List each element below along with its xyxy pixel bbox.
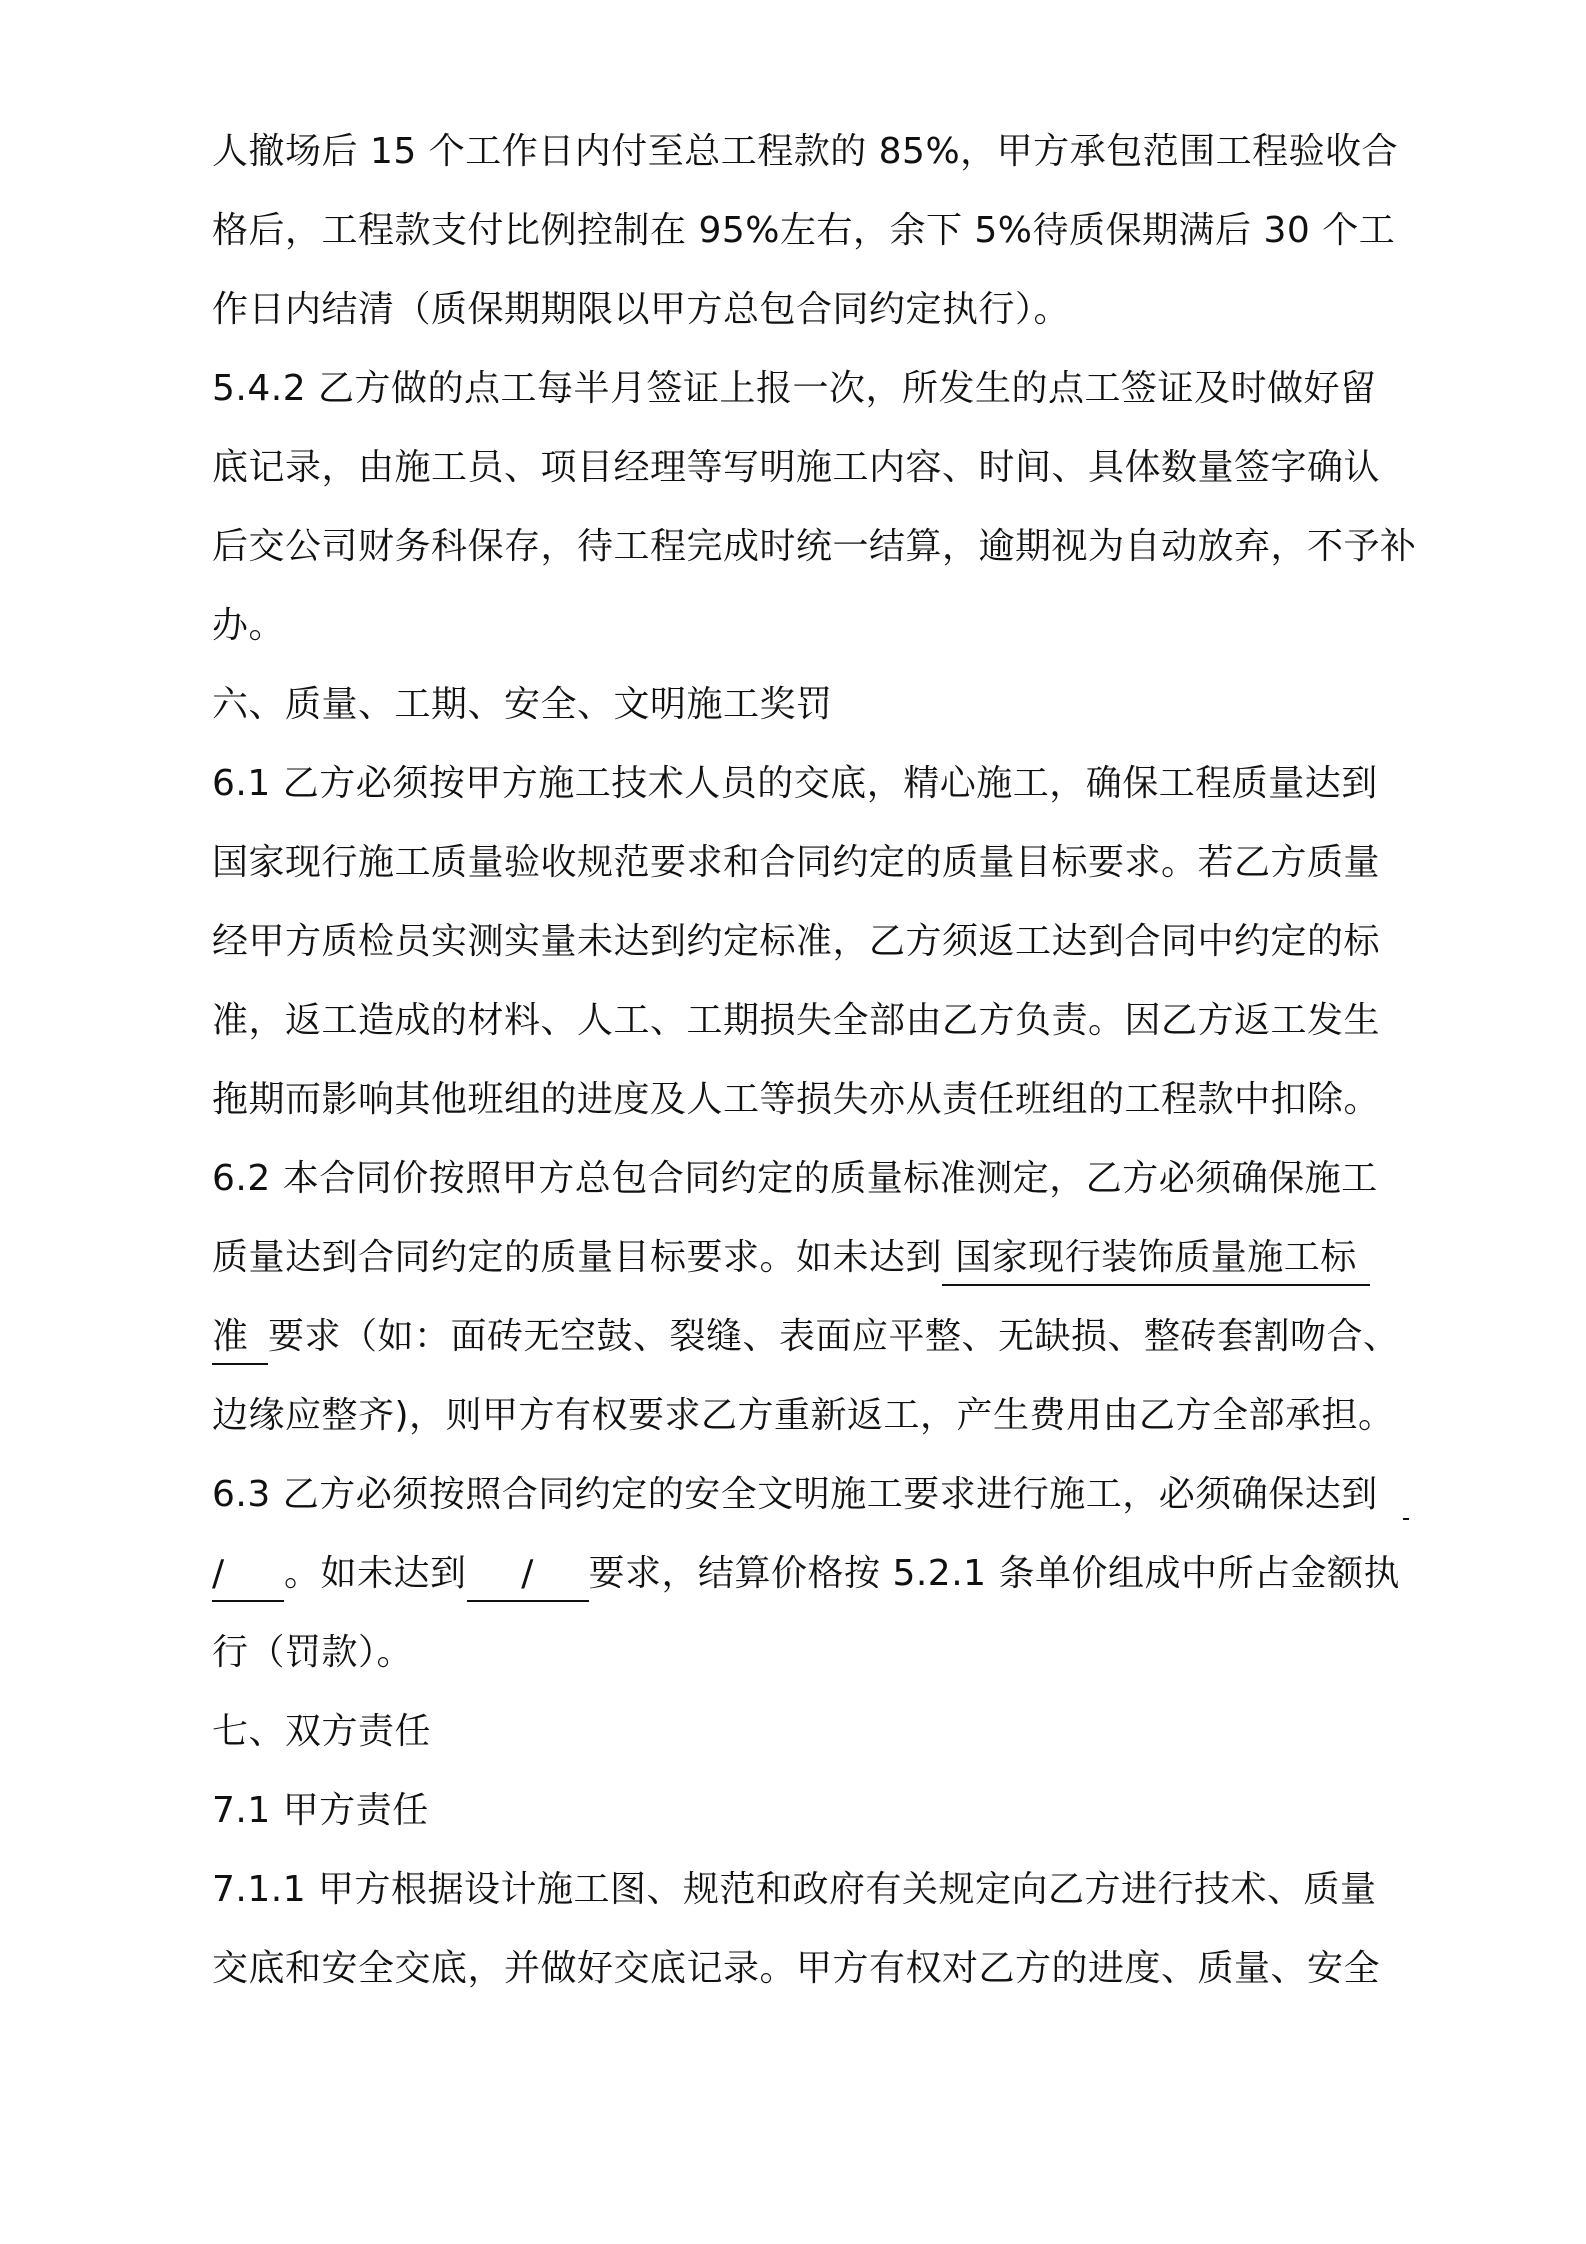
text-line: 经甲方质检员实测实量未达到约定标准，乙方须返工达到合同中约定的标 xyxy=(212,921,1381,962)
text-line: 底记录，由施工员、项目经理等写明施工内容、时间、具体数量签字确认 xyxy=(212,447,1381,488)
quality-standard-fill-continued: 准 xyxy=(212,1311,268,1365)
safety-standard-fill: / xyxy=(212,1548,284,1602)
clause-7-1-1: 7.1.1 甲方根据设计施工图、规范和政府有关规定向乙方进行技术、质量 xyxy=(212,1869,1377,1910)
text-line: 人撤场后 15 个工作日内付至总工程款的 85%，甲方承包范围工程验收合 xyxy=(212,131,1399,172)
clause-5-4-2: 5.4.2 乙方做的点工每半月签证上报一次，所发生的点工签证及时做好留 xyxy=(212,368,1377,409)
text-line xyxy=(212,1307,1400,1367)
section-heading-7: 七、双方责任 xyxy=(212,1711,432,1752)
text-segment: 要求（如：面砖无空鼓、裂缝、表面应平整、无缺损、整砖套割吻合、 xyxy=(268,1316,1400,1357)
clause-6-3: 6.3 乙方必须按照合同约定的安全文明施工要求进行施工，必须确保达到 xyxy=(212,1474,1378,1515)
text-line: 准，返工造成的材料、人工、工期损失全部由乙方负责。因乙方返工发生 xyxy=(212,1000,1381,1041)
section-heading-6: 六、质量、工期、安全、文明施工奖罚 xyxy=(212,684,833,725)
text-line xyxy=(212,1544,1400,1604)
text-line: 边缘应整齐)，则甲方有权要求乙方重新返工，产生费用由乙方全部承担。 xyxy=(212,1395,1395,1436)
text-line: 格后，工程款支付比例控制在 95%左右，余下 5%待质保期满后 30 个工 xyxy=(212,210,1396,251)
text-segment: 要求，结算价格按 5.2.1 条单价组成中所占金额执 xyxy=(588,1553,1401,1594)
quality-standard-fill: 国家现行装饰质量施工标 xyxy=(942,1232,1370,1286)
text-line: 办。 xyxy=(212,605,286,646)
clause-6-1: 6.1 乙方必须按甲方施工技术人员的交底，精心施工，确保工程质量达到 xyxy=(212,763,1378,804)
margin-tick-mark xyxy=(1403,1518,1409,1520)
clause-6-2: 6.2 本合同价按照甲方总包合同约定的质量标准测定，乙方必须确保施工 xyxy=(212,1158,1378,1199)
safety-requirement-fill: / xyxy=(467,1548,589,1602)
text-line: 行（罚款）。 xyxy=(212,1632,414,1673)
text-segment: 。如未达到 xyxy=(284,1553,467,1594)
subsection-heading-7-1: 7.1 甲方责任 xyxy=(212,1790,429,1831)
text-line: 国家现行施工质量验收规范要求和合同约定的质量目标要求。若乙方质量 xyxy=(212,842,1381,883)
text-line: 交底和安全交底，并做好交底记录。甲方有权对乙方的进度、质量、安全 xyxy=(212,1948,1381,1989)
text-line: 拖期而影响其他班组的进度及人工等损失亦从责任班组的工程款中扣除。 xyxy=(212,1079,1381,1120)
text-segment: 质量达到合同约定的质量目标要求。如未达到 xyxy=(212,1237,943,1278)
text-line: 作日内结清（质保期期限以甲方总包合同约定执行）。 xyxy=(212,289,1071,330)
text-line xyxy=(212,1228,1370,1288)
text-line: 后交公司财务科保存，待工程完成时统一结算，逾期视为自动放弃，不予补 xyxy=(212,526,1417,567)
